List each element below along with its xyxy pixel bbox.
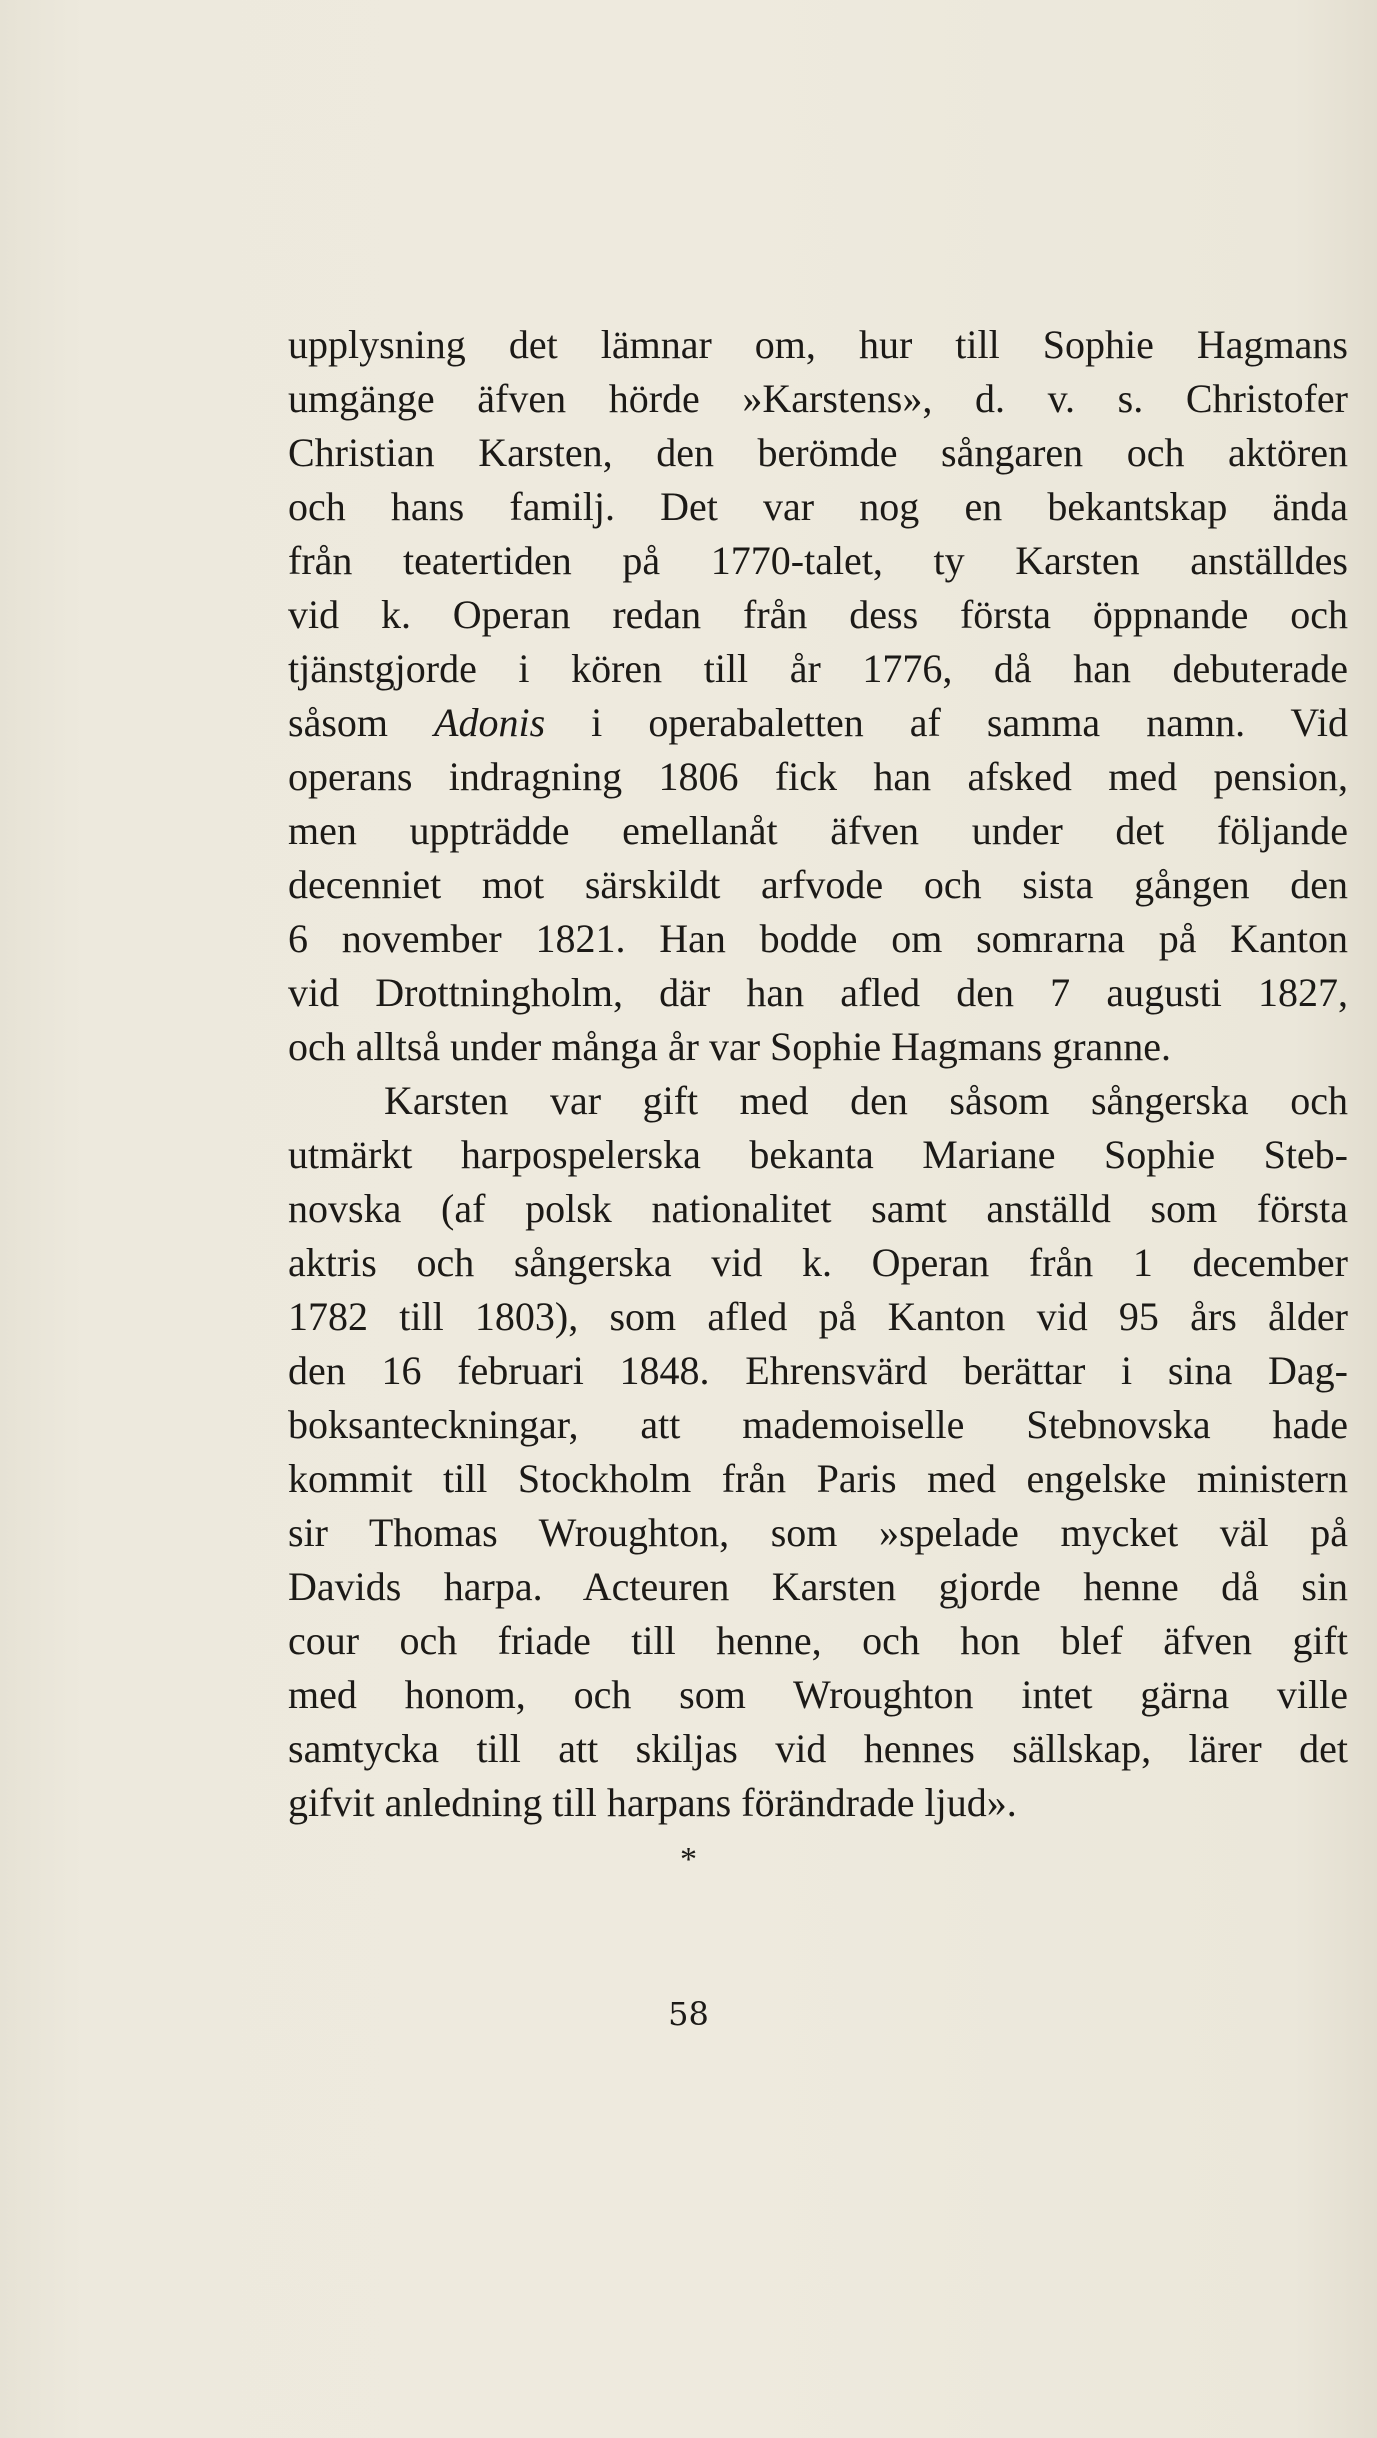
text-line: aktris och sångerska vid k. Operan från 1 december — [288, 1240, 1348, 1285]
text-line: den 16 februari 1848. Ehrensvärd berättar i sina Dag- — [288, 1348, 1348, 1393]
text-line-with-title — [288, 696, 1348, 750]
text-line: boksanteckningar, att mademoiselle Stebnovska hade — [288, 1402, 1348, 1447]
text-line: kommit till Stockholm från Paris med engelske ministern — [288, 1456, 1348, 1501]
text-line: Christian Karsten, den berömde sångaren och aktören — [288, 430, 1348, 475]
text-line: umgänge äfven hörde »Karstens», d. v. s. Christofer — [288, 376, 1348, 421]
text-line: utmärkt harpospelerska bekanta Mariane Sophie Steb- — [288, 1132, 1348, 1177]
text-line: samtycka till att skiljas vid hennes sällskap, lärer det — [288, 1726, 1348, 1771]
text-line: cour och friade till henne, och hon blef äfven gift — [288, 1618, 1348, 1663]
text-line: decenniet mot särskildt arfvode och sista gången den — [288, 862, 1348, 907]
text-line: och hans familj. Det var nog en bekantskap ända — [288, 484, 1348, 529]
paragraph-2 — [288, 1074, 1348, 1830]
opera-title-italic: Adonis — [434, 700, 546, 745]
text-line: gifvit anledning till harpans förändrade ljud». — [288, 1780, 1017, 1825]
text-line: och alltså under många år var Sophie Hagmans granne. — [288, 1024, 1172, 1069]
section-separator: * — [680, 1841, 697, 1878]
page-number: 58 — [668, 1995, 709, 2033]
text-segment: i operabaletten af samma namn. Vid — [545, 700, 1348, 745]
text-line: med honom, och som Wroughton intet gärna ville — [288, 1672, 1348, 1717]
text-line: operans indragning 1806 fick han afsked med pension, — [288, 754, 1348, 799]
paragraph-1 — [288, 318, 1348, 1074]
text-line: men uppträdde emellanåt äfven under det följande — [288, 808, 1348, 853]
text-line: 6 november 1821. Han bodde om somrarna på Kanton — [288, 916, 1348, 961]
text-line: vid Drottningholm, där han afled den 7 augusti 1827, — [288, 970, 1348, 1015]
text-line: vid k. Operan redan från dess första öppnande och — [288, 592, 1348, 637]
text-line: Karsten var gift med den såsom sångerska och — [384, 1078, 1348, 1123]
text-line: tjänstgjorde i kören till år 1776, då han debuterade — [288, 646, 1348, 691]
text-line: Davids harpa. Acteuren Karsten gjorde henne då sin — [288, 1564, 1348, 1609]
text-line: sir Thomas Wroughton, som »spelade mycket väl på — [288, 1510, 1348, 1555]
text-segment: såsom — [288, 700, 435, 745]
text-line: från teatertiden på 1770-talet, ty Karsten anställdes — [288, 538, 1348, 583]
text-line: novska (af polsk nationalitet samt anställd som första — [288, 1186, 1348, 1231]
text-line: 1782 till 1803), som afled på Kanton vid 95 års ålder — [288, 1294, 1348, 1339]
text-line: upplysning det lämnar om, hur till Sophie Hagmans — [288, 322, 1348, 367]
body-text — [288, 318, 1348, 1830]
